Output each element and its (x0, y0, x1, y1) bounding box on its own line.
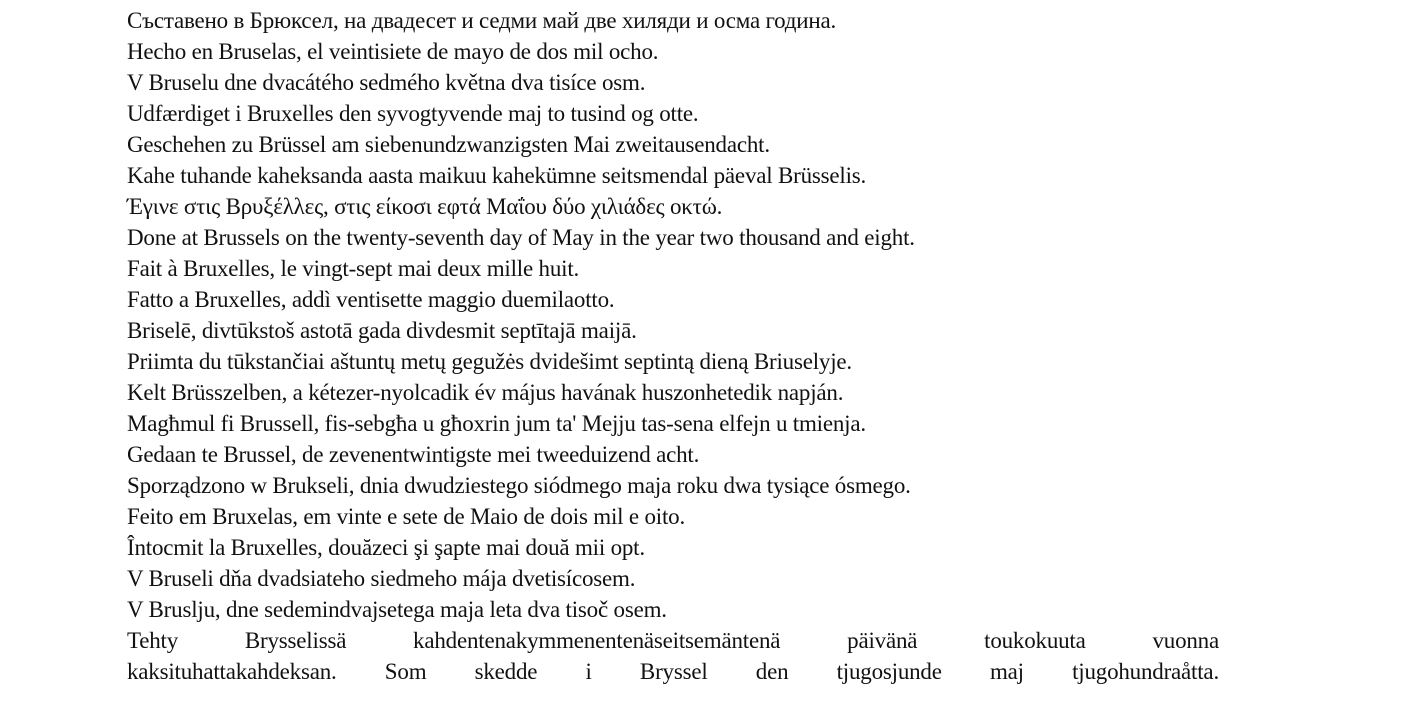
text-line-it: Fatto a Bruxelles, addì ventisette maggio duemilaotto. (127, 287, 615, 312)
text-line-lv: Briselē, divtūkstoš astotā gada divdesmit septītajā maijā. (127, 318, 637, 343)
text-line-sl: V Bruslju, dne sedemindvajsetega maja leta dva tisoč osem. (127, 597, 667, 622)
document-page (127, 5, 1219, 687)
text-line-nl: Gedaan te Brussel, de zevenentwintigste mei tweeduizend acht. (127, 442, 700, 467)
text-line-et: Kahe tuhande kaheksanda aasta maikuu kahekümne seitsmendal päeval Brüsselis. (127, 163, 867, 188)
text-line-de: Geschehen zu Brüssel am siebenundzwanzigsten Mai zweitausendacht. (127, 132, 770, 157)
text-line-en: Done at Brussels on the twenty-seventh day of May in the year two thousand and eight. (127, 225, 915, 250)
text-line-fi: Tehty Brysselissä kahdentenakymmenentenäseitsemäntenä päivänä toukokuuta vuonna (127, 628, 1219, 653)
text-line-pt: Feito em Bruxelas, em vinte e sete de Maio de dois mil e oito. (127, 504, 686, 529)
text-line-el: Έγινε στις Βρυξέλλες, στις είκοσι εφτά Μαΐου δύο χιλιάδες οκτώ. (127, 194, 723, 219)
text-line-hu: Kelt Brüsszelben, a kétezer-nyolcadik év május havának huszonhetedik napján. (127, 380, 844, 405)
text-line-sk: V Bruseli dňa dvadsiateho siedmeho mája dvetisícosem. (127, 566, 636, 591)
text-line-bg: Съставено в Брюксел, на двадесет и седми май две хиляди и осма година. (127, 8, 837, 33)
text-line-da: Udfærdiget i Bruxelles den syvogtyvende maj to tusind og otte. (127, 101, 699, 126)
text-line-fr: Fait à Bruxelles, le vingt-sept mai deux mille huit. (127, 256, 580, 281)
text-line-pl: Sporządzono w Brukseli, dnia dwudziestego siódmego maja roku dwa tysiące ósmego. (127, 473, 911, 498)
text-line-mt: Magħmul fi Brussell, fis-sebgħa u għoxrin jum ta' Mejju tas-sena elfejn u tmienja. (127, 411, 866, 436)
text-line-cs: V Bruselu dne dvacátého sedmého května dva tisíce osm. (127, 70, 646, 95)
text-line-lt: Priimta du tūkstančiai aštuntų metų gegužės dvidešimt septintą dieną Briuselyje. (127, 349, 852, 374)
text-line-ro: Întocmit la Bruxelles, douăzeci şi şapte mai două mii opt. (127, 535, 645, 560)
text-line-es: Hecho en Bruselas, el veintisiete de mayo de dos mil ocho. (127, 39, 659, 64)
text-line-fi-sv: kaksituhattakahdeksan. Som skedde i Bryssel den tjugosjunde maj tjugohundraåtta. (127, 659, 1219, 684)
